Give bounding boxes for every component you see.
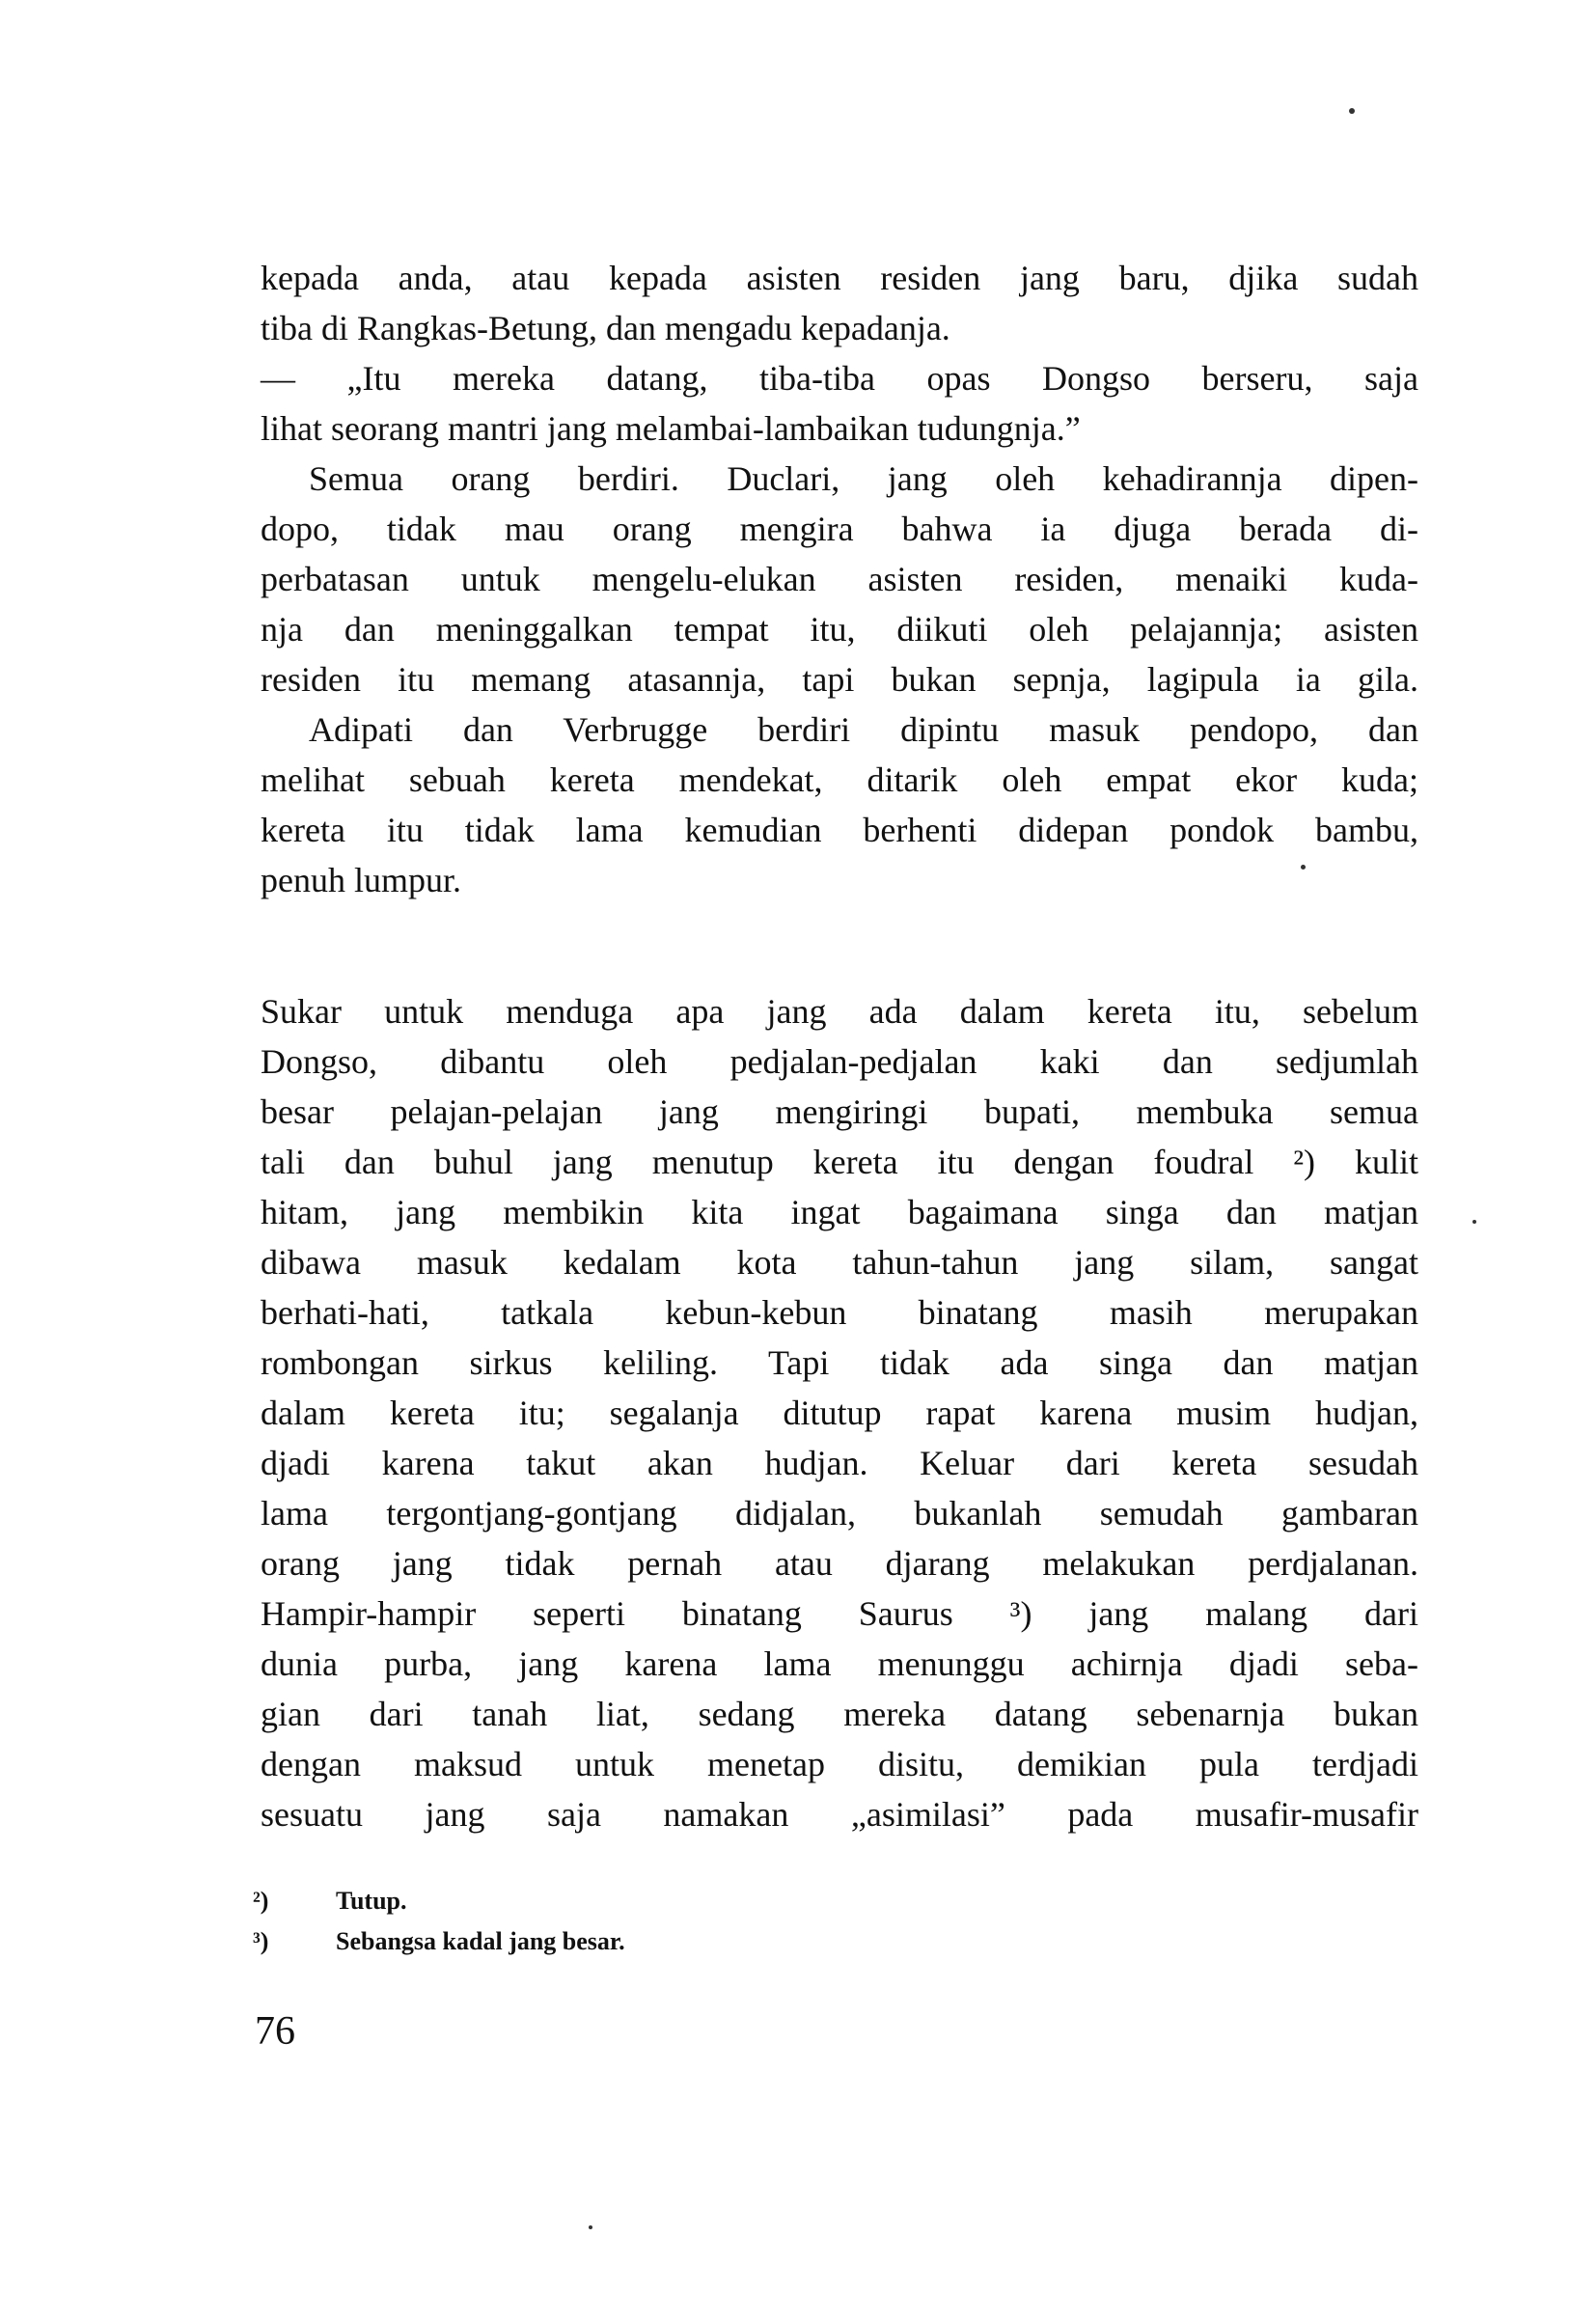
text-line: dibawa masuk kedalam kota tahun-tahun jang silam, sangat <box>261 1243 1418 1282</box>
text-line: gian dari tanah liat, sedang mereka datang sebenarnja bukan <box>261 1695 1418 1733</box>
text-line: lama tergontjang-gontjang didjalan, bukanlah semudah gambaran <box>261 1494 1418 1533</box>
text-line: residen itu memang atasannja, tapi bukan sepnja, lagipula ia gila. <box>261 660 1418 699</box>
text-line: dunia purba, jang karena lama menunggu achirnja djadi seba- <box>261 1644 1418 1683</box>
text-line: Sukar untuk menduga apa jang ada dalam kereta itu, sebelum <box>261 992 1418 1031</box>
main-paragraph <box>261 986 1418 1839</box>
text-line: sesuatu jang saja namakan „asimilasi” pada musafir-musafir <box>261 1795 1418 1834</box>
text-line: nja dan meninggalkan tempat itu, diikuti oleh pelajannja; asisten <box>261 610 1418 649</box>
scan-speck <box>1472 1220 1476 1224</box>
text-line: kereta itu tidak lama kemudian berhenti didepan pondok bambu, <box>261 811 1418 849</box>
text-line: berhati-hati, tatkala kebun-kebun binatang masih merupakan <box>261 1293 1418 1332</box>
text-line: tiba di Rangkas-Betung, dan mengadu kepadanja. <box>261 309 950 347</box>
text-line: Semua orang berdiri. Duclari, jang oleh kehadirannja dipen- <box>309 459 1418 498</box>
scan-speck <box>1349 108 1355 114</box>
text-line: penuh lumpur. <box>261 861 461 899</box>
footnote-mark: ³) <box>253 1927 269 1955</box>
text-line: kepada anda, atau kepada asisten residen jang baru, djika sudah <box>261 259 1418 297</box>
text-line: djadi karena takut akan hudjan. Keluar dari kereta sesudah <box>261 1444 1418 1482</box>
text-line: Hampir-hampir seperti binatang Saurus ³) jang malang dari <box>261 1594 1418 1633</box>
footnote <box>253 1884 407 1919</box>
text-line: Dongso, dibantu oleh pedjalan-pedjalan kaki dan sedjumlah <box>261 1042 1418 1081</box>
text-line: tali dan buhul jang menutup kereta itu dengan foudral ²) kulit <box>261 1143 1418 1181</box>
text-line: hitam, jang membikin kita ingat bagaimana singa dan matjan <box>261 1193 1418 1231</box>
text-line: perbatasan untuk mengelu-elukan asisten residen, menaiki kuda- <box>261 560 1418 598</box>
text-line: dengan maksud untuk menetap disitu, demikian pula terdjadi <box>261 1745 1418 1783</box>
text-line: Adipati dan Verbrugge berdiri dipintu masuk pendopo, dan <box>309 710 1418 749</box>
text-line: rombongan sirkus keliling. Tapi tidak ada singa dan matjan <box>261 1343 1418 1382</box>
text-line: lihat seorang mantri jang melambai-lambaikan tudungnja.” <box>261 409 1081 448</box>
top-text-block <box>261 253 1418 905</box>
footnote <box>253 1924 625 1959</box>
footnote-mark: ²) <box>253 1887 269 1915</box>
text-line: — „Itu mereka datang, tiba-tiba opas Dongso berseru, saja <box>261 359 1418 398</box>
footnote-text: Tutup. <box>336 1887 407 1915</box>
scan-speck <box>589 2225 592 2229</box>
text-line: orang jang tidak pernah atau djarang melakukan perdjalanan. <box>261 1544 1418 1583</box>
text-line: dalam kereta itu; segalanja ditutup rapat karena musim hudjan, <box>261 1394 1418 1432</box>
footnote-text: Sebangsa kadal jang besar. <box>336 1927 625 1955</box>
scan-speck <box>1301 865 1306 870</box>
text-line: besar pelajan-pelajan jang mengiringi bupati, membuka semua <box>261 1092 1418 1131</box>
page-number: 76 <box>255 2009 295 2054</box>
text-line: melihat sebuah kereta mendekat, ditarik oleh empat ekor kuda; <box>261 760 1418 799</box>
text-line: dopo, tidak mau orang mengira bahwa ia djuga berada di- <box>261 510 1418 548</box>
